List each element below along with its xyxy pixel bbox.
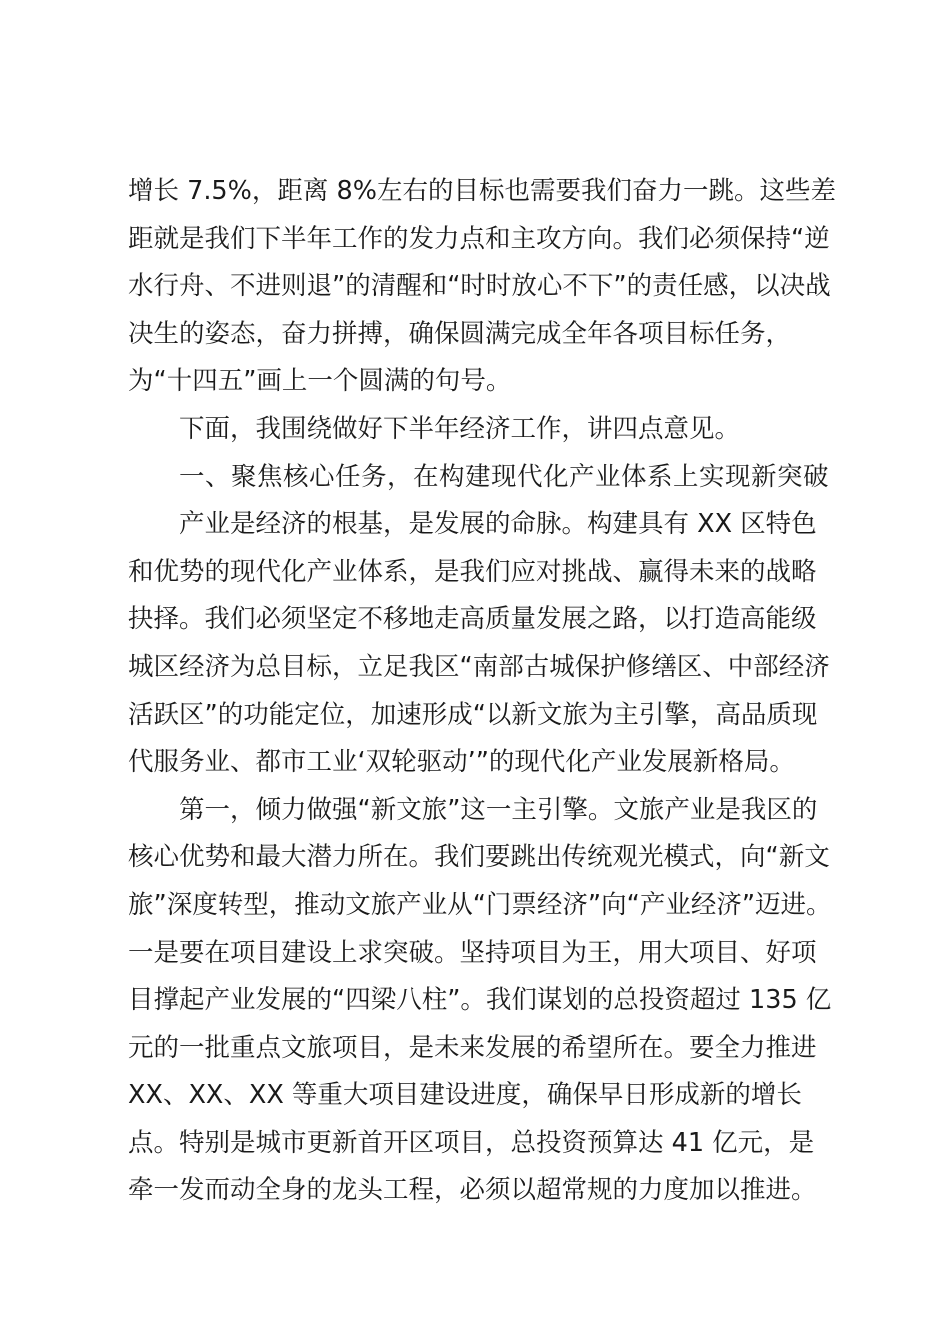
text-line: 一是要在项目建设上求突破。坚持项目为王，用大项目、好项 — [128, 937, 817, 968]
text-line: 核心优势和最大潜力所在。我们要跳出传统观光模式，向“新文 — [128, 842, 830, 873]
text-line: 和优势的现代化产业体系，是我们应对挑战、赢得未来的战略 — [128, 556, 817, 587]
text-line: 决生的姿态，奋力拼搏，确保圆满完成全年各项目标任务， — [128, 318, 792, 349]
text-line: 点。特别是城市更新首开区项目，总投资预算达 41 亿元，是 — [128, 1127, 815, 1158]
text-line: 为“十四五”画上一个圆满的句号。 — [128, 366, 512, 397]
text-line: 第一，倾力做强“新文旅”这一主引擎。文旅产业是我区的 — [179, 794, 818, 825]
text-line: 距就是我们下半年工作的发力点和主攻方向。我们必须保持“逆 — [128, 223, 830, 254]
text-line: 增长 7.5%，距离 8%左右的目标也需要我们奋力一跳。这些差 — [128, 176, 836, 206]
text-line: 代服务业、都市工业‘双轮驱动’”的现代化产业发展新格局。 — [128, 747, 795, 778]
text-line: 水行舟、不进则退”的清醒和“时时放心不下”的责任感，以决战 — [128, 271, 831, 302]
text-line: 抉择。我们必须坚定不移地走高质量发展之路，以打造高能级 — [128, 604, 817, 635]
document-body — [128, 168, 836, 1215]
text-line: XX、XX、XX 等重大项目建设进度，确保早日形成新的增长 — [128, 1080, 802, 1111]
section-heading: 一、聚焦核心任务，在构建现代化产业体系上实现新突破 — [179, 461, 830, 492]
text-line: 活跃区”的功能定位，加速形成“以新文旅为主引擎，高品质现 — [128, 699, 818, 730]
text-line: 下面，我围绕做好下半年经济工作，讲四点意见。 — [179, 413, 741, 444]
text-line: 旅”深度转型，推动文旅产业从“门票经济”向“产业经济”迈进。 — [128, 889, 832, 920]
text-line: 目撑起产业发展的“四梁八柱”。我们谋划的总投资超过 135 亿 — [128, 985, 832, 1016]
text-line: 牵一发而动全身的龙头工程，必须以超常规的力度加以推进。 — [128, 1175, 817, 1206]
text-line: 城区经济为总目标，立足我区“南部古城保护修缮区、中部经济 — [128, 651, 830, 682]
text-line: 产业是经济的根基，是发展的命脉。构建具有 XX 区特色 — [179, 509, 817, 540]
text-line: 元的一批重点文旅项目，是未来发展的希望所在。要全力推进 — [128, 1032, 817, 1063]
